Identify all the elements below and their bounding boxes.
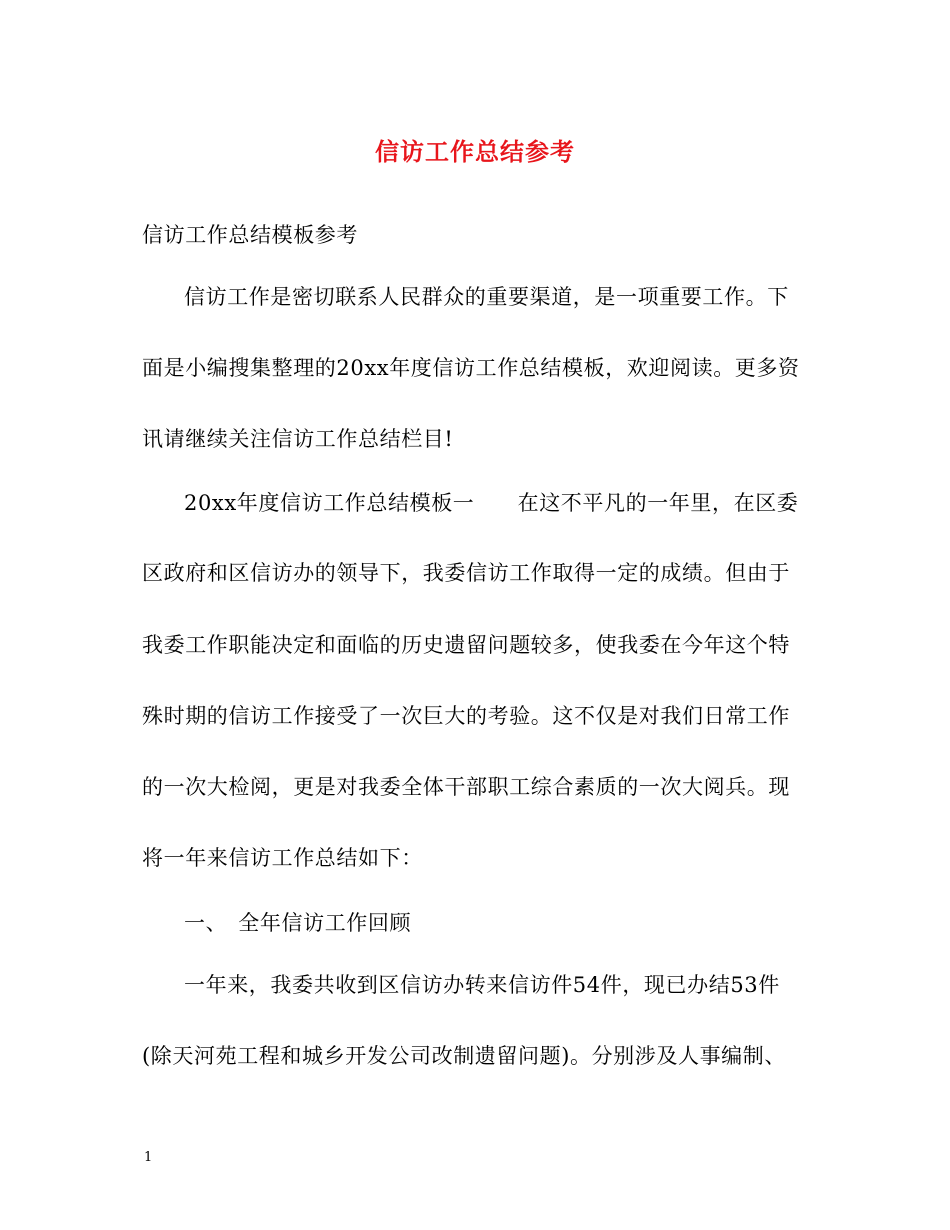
page-number: 1 (144, 1150, 153, 1165)
paragraph-line: 区政府和区信访办的领导下，我委信访工作取得一定的成绩。但由于 (142, 561, 790, 585)
document-title: 信访工作总结参考 (375, 137, 575, 166)
paragraph-line: 将一年来信访工作总结如下： (142, 846, 423, 870)
paragraph-line: 信访工作是密切联系人民群众的重要渠道，是一项重要工作。下 (184, 285, 789, 309)
paragraph-line: 一年来，我委共收到区信访办转来信访件54件，现已办结53件 (184, 973, 780, 997)
paragraph-line: 面是小编搜集整理的20xx年度信访工作总结模板，欢迎阅读。更多资 (142, 356, 800, 380)
paragraph-line: 的一次大检阅，更是对我委全体干部职工综合素质的一次大阅兵。现 (142, 775, 790, 799)
section-heading: 一、 全年信访工作回顾 (184, 911, 412, 935)
paragraph-line: 殊时期的信访工作接受了一次巨大的考验。这不仅是对我们日常工作 (142, 704, 790, 728)
paragraph-line: (除天河苑工程和城乡开发公司改制遗留问题)。分别涉及人事编制、 (142, 1044, 786, 1068)
document-subtitle: 信访工作总结模板参考 (142, 223, 358, 247)
paragraph-line: 讯请继续关注信访工作总结栏目! (142, 427, 454, 451)
paragraph-line: 20xx年度信访工作总结模板一 在这不平凡的一年里，在区委 (184, 491, 799, 515)
paragraph-line: 我委工作职能决定和面临的历史遗留问题较多，使我委在今年这个特 (142, 633, 790, 657)
